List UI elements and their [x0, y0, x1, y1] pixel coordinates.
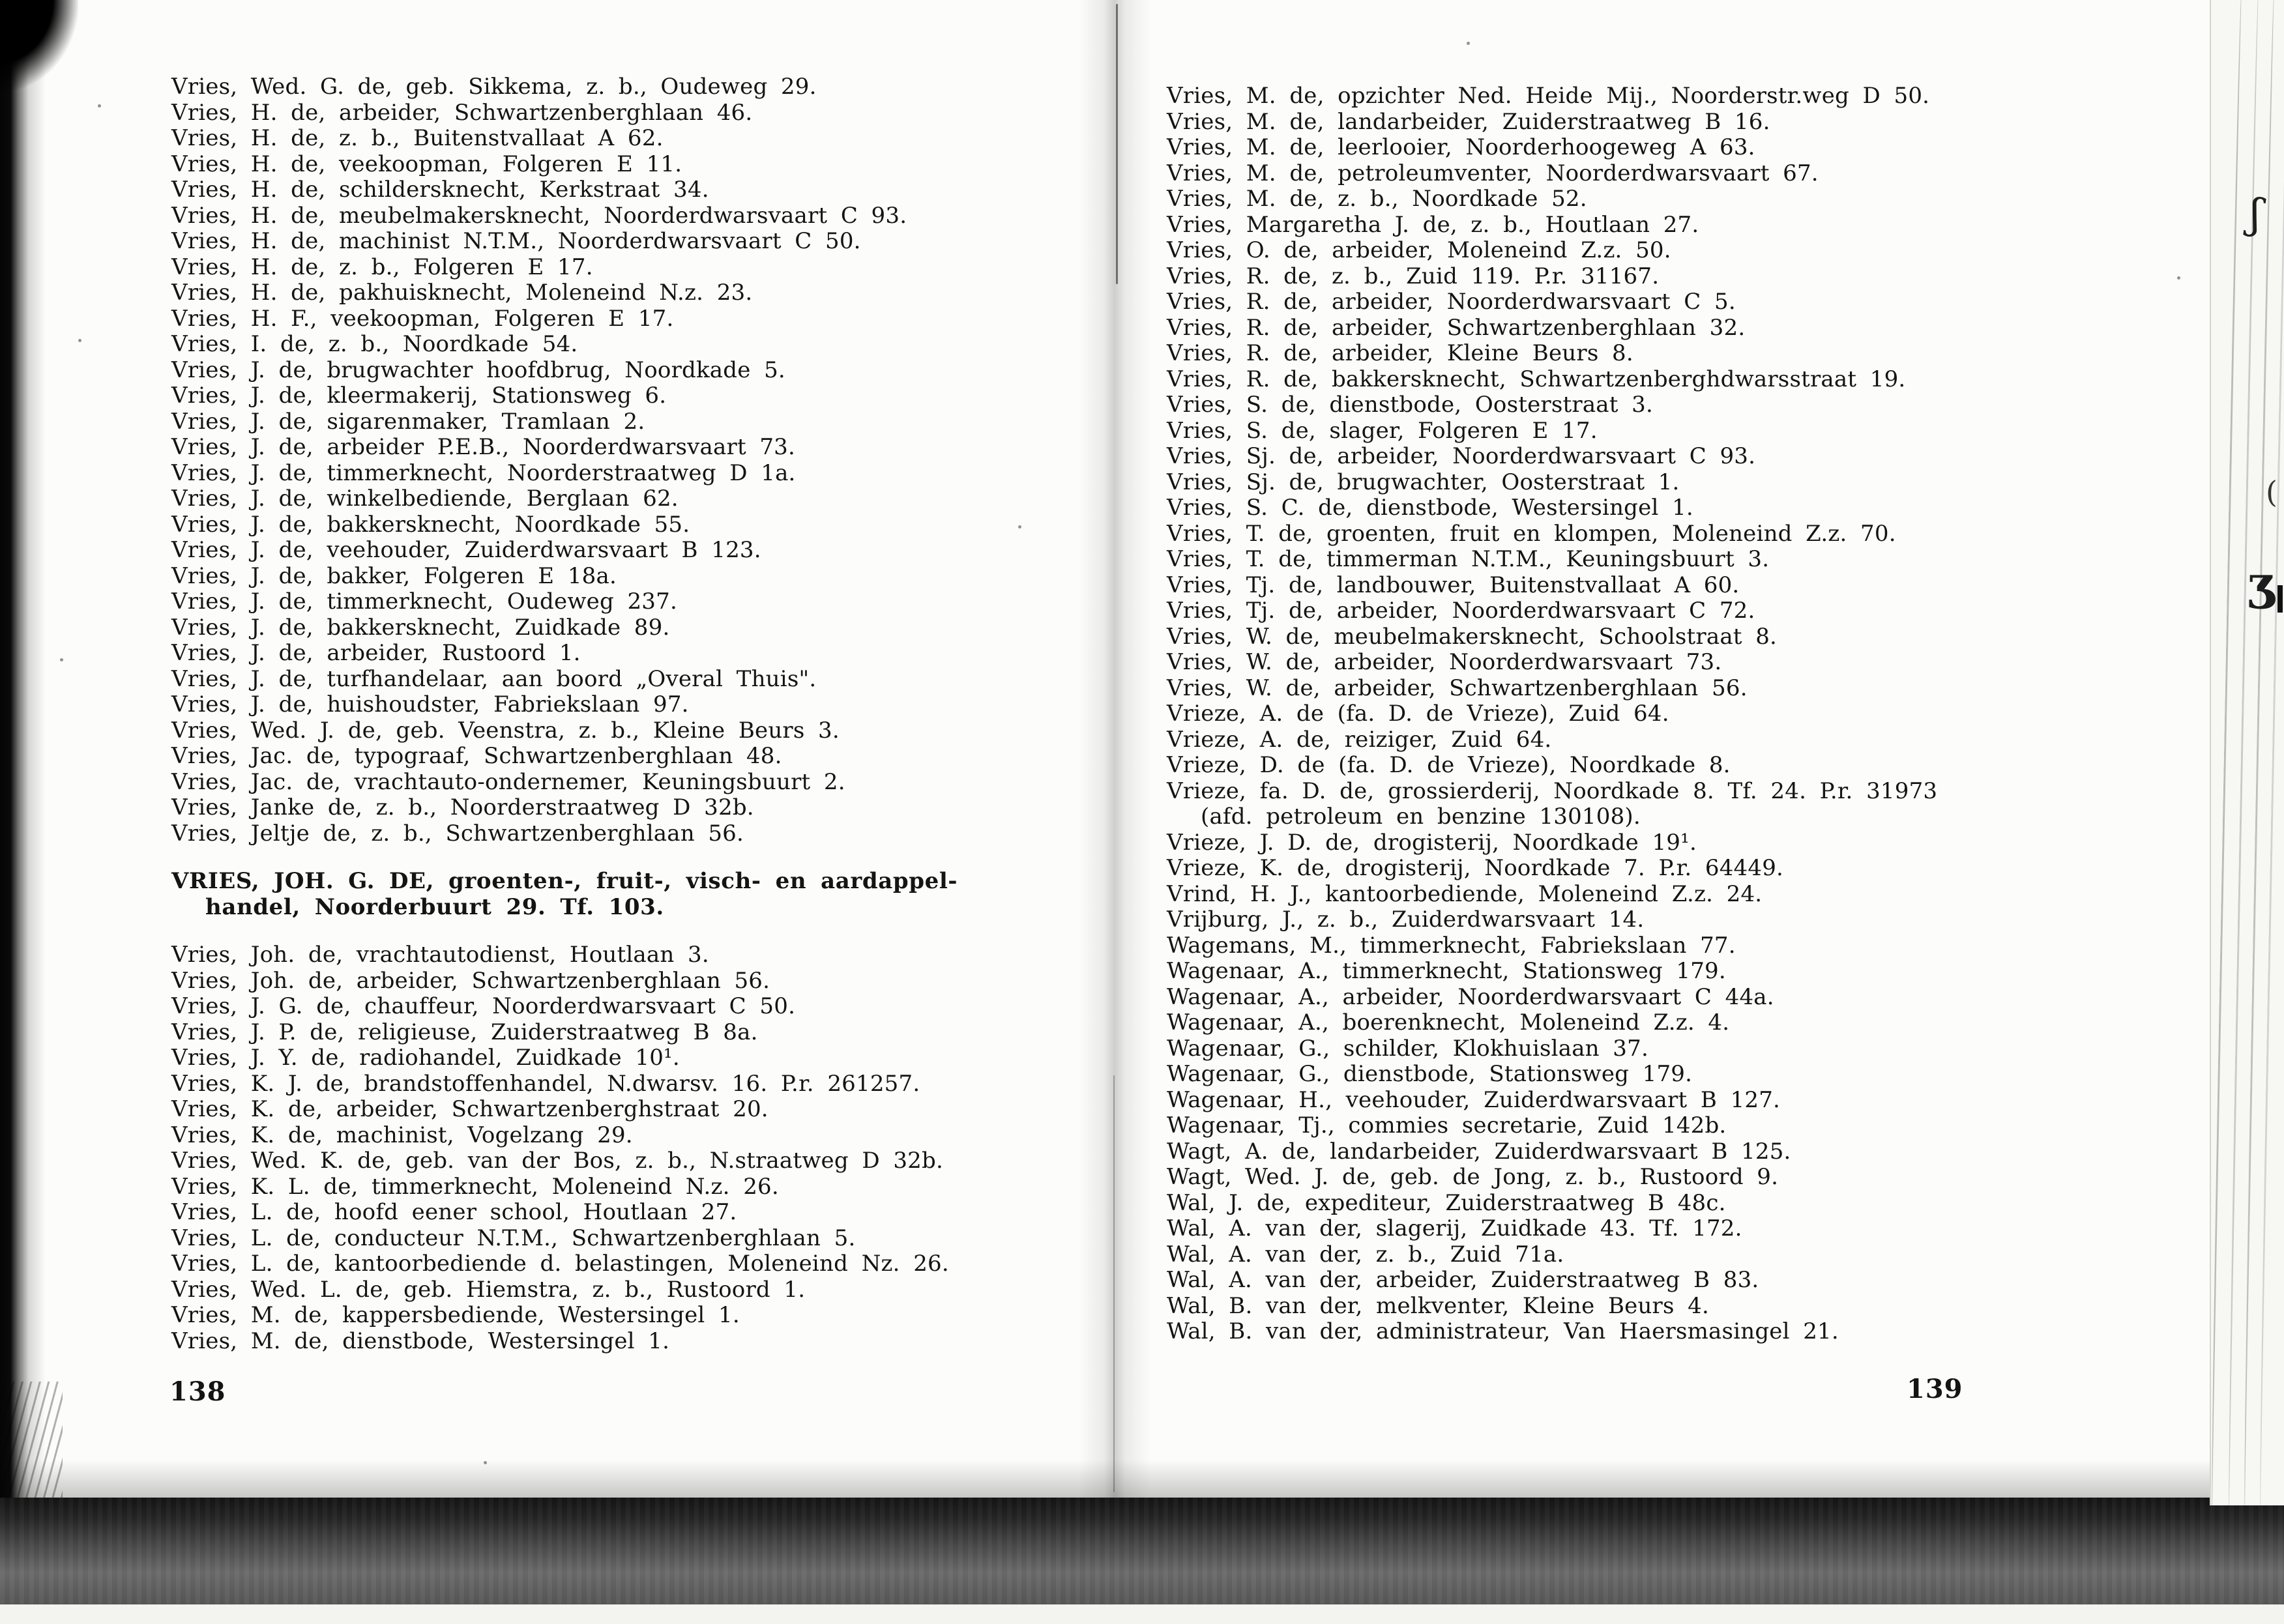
directory-entry-line: Vries, K. L. de, timmerknecht, Moleneind N.z. 26.	[171, 1173, 779, 1200]
directory-entry-line: Vrijburg, J., z. b., Zuiderdwarsvaart 14.	[1167, 906, 1645, 933]
dust-speck	[2177, 276, 2180, 280]
scan-bottom-white-strip	[0, 1604, 2284, 1624]
scan-artifact-tick	[2277, 585, 2283, 613]
right-page-column	[1167, 83, 1937, 1345]
directory-entry-line: Vries, Tj. de, landbouwer, Buitenstvallaat A 60.	[1167, 572, 1740, 598]
dust-speck	[1018, 525, 1021, 529]
directory-entry-line: Vries, Jac. de, vrachtauto-ondernemer, Keuningsbuurt 2.	[171, 768, 845, 795]
directory-entry-line: Wagt, Wed. J. de, geb. de Jong, z. b., Rustoord 9.	[1167, 1164, 1779, 1190]
left-page-column	[171, 74, 958, 1354]
directory-entry-line: Vries, J. de, winkelbediende, Berglaan 62.	[171, 486, 679, 512]
book-spine-edge	[0, 0, 46, 1505]
directory-entry-line: Vries, J. G. de, chauffeur, Noorderdwarsvaart C 50.	[171, 993, 796, 1019]
directory-entry-line: Vries, R. de, arbeider, Noorderdwarsvaart C 5.	[1167, 289, 1736, 315]
dust-speck	[60, 658, 63, 661]
directory-entry-line: Wagenaar, G., dienstbode, Stationsweg 179.	[1167, 1061, 1693, 1087]
directory-entry-line: Vries, Wed. L. de, geb. Hiemstra, z. b., Rustoord 1.	[171, 1276, 806, 1303]
directory-entry-line: Vries, S. de, dienstbode, Oosterstraat 3.	[1167, 392, 1654, 418]
scan-bottom-band-texture	[0, 1498, 2284, 1604]
directory-entry-line: Vries, H. de, veekoopman, Folgeren E 11.	[171, 151, 682, 177]
directory-entry-line: Vries, W. de, arbeider, Noorderdwarsvaart 73.	[1167, 649, 1722, 675]
directory-entry-line: Vries, Joh. de, arbeider, Schwartzenberghlaan 56.	[171, 967, 770, 994]
directory-entry-line: Vries, Janke de, z. b., Noorderstraatweg D 32b.	[171, 794, 754, 820]
directory-entry-line: Wal, A. van der, slagerij, Zuidkade 43. Tf. 172.	[1167, 1215, 1742, 1241]
directory-entry-line: Wagenaar, Tj., commies secretarie, Zuid 142b.	[1167, 1112, 1727, 1138]
directory-entry-line: Vries, T. de, groenten, fruit en klompen, Moleneind Z.z. 70.	[1167, 520, 1896, 547]
directory-entry-line: Vries, J. de, sigarenmaker, Tramlaan 2.	[171, 408, 645, 435]
directory-entry-line: Vrieze, A. de (fa. D. de Vrieze), Zuid 64.	[1167, 701, 1669, 727]
directory-entry-line: Wal, J. de, expediteur, Zuiderstraatweg B 48c.	[1167, 1189, 1726, 1216]
directory-entry-line: Vrieze, A. de, reiziger, Zuid 64.	[1167, 726, 1552, 753]
directory-entry-line: Vries, K. de, machinist, Vogelzang 29.	[171, 1122, 633, 1148]
directory-entry-line: Vries, M. de, opzichter Ned. Heide Mij., Noorderstr.weg D 50.	[1167, 83, 1930, 109]
directory-entry-line: Vries, J. de, veehouder, Zuiderdwarsvaart B 123.	[171, 537, 761, 563]
directory-entry-line: Vries, J. de, turfhandelaar, aan boord „Overal Thuis".	[171, 665, 817, 692]
directory-entry-line: Vries, J. de, arbeider P.E.B., Noorderdwarsvaart 73.	[171, 434, 796, 460]
directory-entry-line: Vries, H. de, arbeider, Schwartzenberghlaan 46.	[171, 99, 753, 126]
dust-speck	[484, 1461, 487, 1464]
directory-entry-line: Vries, Joh. de, vrachtautodienst, Houtlaan 3.	[171, 942, 709, 968]
directory-entry-line: Vries, Wed. J. de, geb. Veenstra, z. b., Kleine Beurs 3.	[171, 717, 840, 744]
directory-entry-line: Wal, B. van der, administrateur, Van Haersmasingel 21.	[1167, 1318, 1839, 1344]
directory-entry-line: Vries, H. de, machinist N.T.M., Noorderdwarsvaart C 50.	[171, 228, 861, 254]
directory-entry-line: Vries, R. de, z. b., Zuid 119. P.r. 31167.	[1167, 263, 1660, 289]
directory-entry-line: (afd. petroleum en benzine 130108).	[1201, 804, 1641, 830]
directory-entry-line: Vries, W. de, meubelmakersknecht, Schoolstraat 8.	[1167, 623, 1778, 650]
directory-entry-line: Vries, M. de, z. b., Noordkade 52.	[1167, 186, 1587, 212]
directory-entry-line: Vries, L. de, hoofd eener school, Houtlaan 27.	[171, 1199, 737, 1225]
directory-entry-line: Vries, J. de, timmerknecht, Oudeweg 237.	[171, 588, 677, 615]
page-edge-line	[2209, 0, 2244, 1518]
directory-entry-line: Vries, J. Y. de, radiohandel, Zuidkade 10¹.	[171, 1045, 680, 1071]
directory-entry-line: Vries, S. de, slager, Folgeren E 17.	[1167, 417, 1598, 444]
gutter-crease-line	[1116, 4, 1118, 284]
directory-entry-line: handel, Noorderbuurt 29. Tf. 103.	[205, 893, 664, 920]
directory-entry-line: Vries, M. de, petroleumventer, Noorderdwarsvaart 67.	[1167, 160, 1819, 186]
directory-entry-line: Wagemans, M., timmerknecht, Fabriekslaan 77.	[1167, 932, 1736, 959]
page-bottom-shadow	[0, 1460, 2284, 1499]
directory-entry-line: Vries, H. F., veekoopman, Folgeren E 17.	[171, 305, 674, 332]
directory-entry-line: Vries, H. de, z. b., Buitenstvallaat A 62.	[171, 125, 664, 151]
directory-entry-line: Vries, M. de, dienstbode, Westersingel 1.	[171, 1327, 670, 1354]
directory-entry-line: Vries, J. de, bakkersknecht, Zuidkade 89.	[171, 614, 670, 641]
scan-artifact-paren: (	[2266, 474, 2277, 510]
directory-entry-line: Vries, J. de, huishoudster, Fabriekslaan 97.	[171, 691, 689, 718]
gutter-crease-line-lower	[1113, 1075, 1115, 1492]
book-gutter-shadow	[1079, 0, 1150, 1502]
directory-entry-line: Wal, B. van der, melkventer, Kleine Beurs 4.	[1167, 1292, 1710, 1319]
directory-entry-line: Vrieze, J. D. de, drogisterij, Noordkade 19¹.	[1167, 829, 1697, 856]
directory-entry-line: Vries, Jeltje de, z. b., Schwartzenberghlaan 56.	[171, 820, 744, 847]
directory-entry-line: Vries, S. C. de, dienstbode, Westersingel 1.	[1167, 495, 1693, 521]
directory-entry-line: Vries, Jac. de, typograaf, Schwartzenberghlaan 48.	[171, 743, 782, 769]
directory-entry-line: Vries, Wed. K. de, geb. van der Bos, z. b., N.straatweg D 32b.	[171, 1148, 943, 1174]
directory-entry-line: Vries, Sj. de, arbeider, Noorderdwarsvaart C 93.	[1167, 443, 1756, 469]
directory-entry-line: Vries, J. de, bakkersknecht, Noordkade 55.	[171, 511, 690, 538]
directory-entry-line: Wal, A. van der, arbeider, Zuiderstraatweg B 83.	[1167, 1267, 1759, 1293]
directory-entry-line: Vries, T. de, timmerman N.T.M., Keuningsbuurt 3.	[1167, 546, 1770, 572]
directory-entry-line: Vries, J. de, brugwachter hoofdbrug, Noordkade 5.	[171, 356, 785, 383]
scan-artifact-squiggle: ʃ	[2246, 190, 2265, 239]
directory-entry-line: Vries, R. de, bakkersknecht, Schwartzenberghdwarsstraat 19.	[1167, 366, 1906, 392]
directory-entry-line: Vries, H. de, schildersknecht, Kerkstraat 34.	[171, 177, 709, 203]
right-page-stack	[2210, 0, 2284, 1505]
directory-entry-line: Vries, W. de, arbeider, Schwartzenberghlaan 56.	[1167, 674, 1748, 701]
directory-entry-line: Vries, Sj. de, brugwachter, Oosterstraat 1.	[1167, 469, 1680, 495]
directory-entry-line: Vries, I. de, z. b., Noordkade 54.	[171, 331, 578, 357]
directory-entry-line: VRIES, JOH. G. DE, groenten-, fruit-, visch- en aardappel-	[171, 868, 958, 894]
directory-entry-line: Vries, Tj. de, arbeider, Noorderdwarsvaart C 72.	[1167, 598, 1755, 624]
directory-entry-line: Wagenaar, A., timmerknecht, Stationsweg 179.	[1167, 958, 1726, 984]
directory-entry-line: Vries, L. de, kantoorbediende d. belastingen, Moleneind Nz. 26.	[171, 1251, 949, 1277]
directory-entry-line: Wal, A. van der, z. b., Zuid 71a.	[1167, 1241, 1564, 1268]
directory-entry-line: Vries, O. de, arbeider, Moleneind Z.z. 50.	[1167, 237, 1671, 263]
top-left-scan-shadow	[0, 0, 78, 91]
directory-entry-line: Vries, K. J. de, brandstoffenhandel, N.dwarsv. 16. P.r. 261257.	[171, 1070, 920, 1097]
directory-entry-line: Wagenaar, A., boerenknecht, Moleneind Z.z. 4.	[1167, 1009, 1730, 1036]
directory-entry-line: Vries, J. P. de, religieuse, Zuiderstraatweg B 8a.	[171, 1019, 758, 1045]
directory-entry-line: Wagenaar, A., arbeider, Noorderdwarsvaart C 44a.	[1167, 983, 1774, 1010]
directory-entry-line: Vries, J. de, kleermakerij, Stationsweg 6.	[171, 383, 667, 409]
directory-entry-line: Vries, L. de, conducteur N.T.M., Schwartzenberghlaan 5.	[171, 1225, 856, 1251]
directory-entry-line: Vries, M. de, kappersbediende, Westersingel 1.	[171, 1302, 740, 1328]
directory-entry-line: Wagenaar, G., schilder, Klokhuislaan 37.	[1167, 1035, 1648, 1062]
directory-entry-line: Vrind, H. J., kantoorbediende, Moleneind Z.z. 24.	[1167, 880, 1763, 907]
directory-entry-line: Vries, M. de, leerlooier, Noorderhoogeweg A 63.	[1167, 134, 1755, 160]
directory-entry-line: Vries, Wed. G. de, geb. Sikkema, z. b., Oudeweg 29.	[171, 74, 817, 100]
directory-entry-line: Vries, H. de, meubelmakersknecht, Noorderdwarsvaart C 93.	[171, 202, 907, 229]
directory-entry-line: Vries, J. de, bakker, Folgeren E 18a.	[171, 562, 617, 589]
directory-entry-line: Vrieze, fa. D. de, grossierderij, Noordkade 8. Tf. 24. P.r. 31973	[1167, 777, 1938, 804]
directory-entry-line: Vries, K. de, arbeider, Schwartzenberghstraat 20.	[171, 1096, 769, 1122]
directory-entry-line: Vries, H. de, z. b., Folgeren E 17.	[171, 254, 593, 280]
left-page-number: 138	[169, 1376, 226, 1407]
directory-entry-line: Vries, J. de, arbeider, Rustoord 1.	[171, 640, 581, 666]
directory-entry-line: Vries, Margaretha J. de, z. b., Houtlaan 27.	[1167, 211, 1699, 238]
directory-entry-line: Vries, R. de, arbeider, Schwartzenberghlaan 32.	[1167, 314, 1746, 341]
directory-entry-line: Wagt, A. de, landarbeider, Zuiderdwarsvaart B 125.	[1167, 1138, 1791, 1165]
directory-entry-line: Vries, M. de, landarbeider, Zuiderstraatweg B 16.	[1167, 108, 1770, 135]
dust-speck	[98, 104, 101, 108]
scan-artifact-brace: ʒ	[2247, 555, 2274, 611]
dust-speck	[1467, 42, 1470, 45]
directory-entry-line: Vrieze, K. de, drogisterij, Noordkade 7. P.r. 64449.	[1167, 855, 1784, 881]
dust-speck	[78, 339, 81, 342]
directory-entry-line: Vries, H. de, pakhuisknecht, Moleneind N.z. 23.	[171, 280, 753, 306]
directory-entry-line: Vrieze, D. de (fa. D. de Vrieze), Noordkade 8.	[1167, 752, 1731, 778]
directory-entry-line: Wagenaar, H., veehouder, Zuiderdwarsvaart B 127.	[1167, 1086, 1781, 1113]
directory-entry-line: Vries, R. de, arbeider, Kleine Beurs 8.	[1167, 340, 1633, 366]
right-page-number: 139	[1907, 1374, 1963, 1404]
directory-entry-line: Vries, J. de, timmerknecht, Noorderstraatweg D 1a.	[171, 459, 796, 486]
